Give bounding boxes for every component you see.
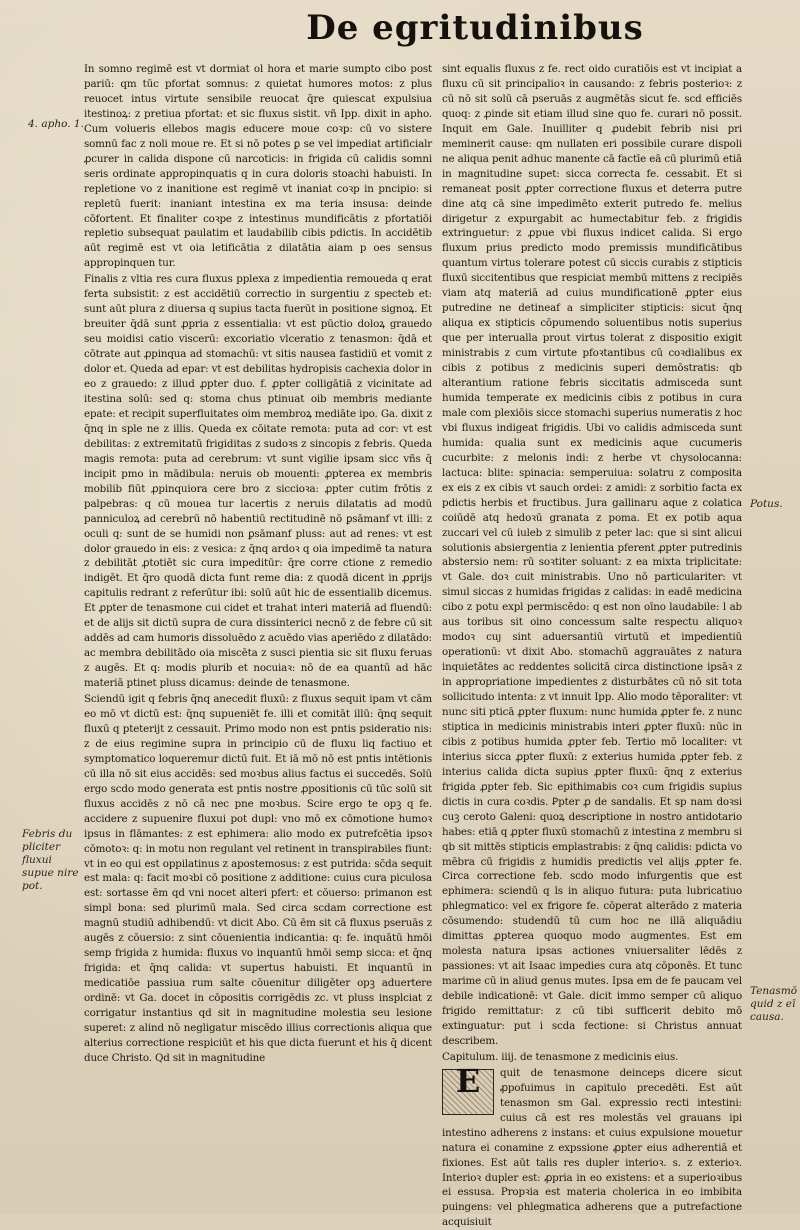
body-paragraph: quit de tenasmone deinceps dicere sicut ꝓpofuimus in capitulo precedēti. Est aūt tenasmon sm Gal. expressio recti intestini: cuius cā est res molestās vel grauans ipi intestino adherens z instans: et cuius expulsione mouetur natura ei conamine z expssione ꝓpter eius adherentiā et fixiones. Est aūt talis res dupler interioꝛ. s. z exterioꝛ. Interioꝛ dupler est: ꝓpria in eo existens: et a superioꝛibus ei essusa. Propꝛia est materia cholerica in eo imbibita puingens: vel phlegmatica adherens que a putrefactione acquisiuit — [442, 1066, 742, 1229]
body-paragraph: Sciendū igit q febris q̄nq anecedit fluxū: z fluxus sequit ipam vt cām eo mō vt dictū est: q̄nq supueniēt fe. illi et comitāt illū: q̄nq sequit fluxū q pteterijt z cessauit. Primo modo non est pntis psideratio nis: z de eius regimine supra in principio cū de fluxu liq factiuo et symptomatico loqueremur dictū fuit. Et iā mō nō est pntis intētionis cū illa nō sit eius accidēs: sed moꝛbus alius factus ei succedēs. Solū ergo scdo modo generata est pntis nostre ꝓpositionis cū tūc solū sit fluxus accidēs z nō cā nec pne moꝛbus. Scire ergo te opꝫ q fe. accidere z supuenire fluxui pot dupl: vno mō ex cōmotione humoꝛ ipsus in flāmantes: z est ephimera: alio modo ex putrefcētia ipsoꝛ cōmotoꝛ: q: in motu non regulant vel retinent in transpirabiles fiunt: vt in eo qui est oppilatinus z apostemosus: z est putrida: sc̄da sequit est mala: q: facit moꝛbi cō positione z additione: cuius cura piculosa est: sortasse ēm qd vni nocet alteri pfert: et cōuerso: primanon est simpl bona: sed plurimū mala. Sed circa scdam correctione est magnū studiū adhibendū: vt dicit Abo. Cū ēm sit cā fluxus pseruās z augēs z cōuersio: z sint cōuenientia indicantia: q: fe. inquātū hmōi semp frigida z humida: fluxus vo inquantū hmōi semp sicca: et q̄nq frigida: et q̄nq calida: vt supertus habuisti. Et inquantū in medicatiōe passiua rum salte cōuenitur diligēter opꝫ aduertere ordinē: vt Ga. docet in cōpositis corrigēdis zc. vt pluss insplciat z corrigatur instantius qd sit in magnitudine molestia seu lesione superet: z alind nō negligatur miscēdo illius correctionis aliqua que alterius correctione respiciūt et his que dicta fuerunt et his q̄ dicent duce Christo. Qd sit in magnitudine — [84, 693, 432, 1064]
running-header — [0, 8, 800, 52]
right-text-column — [442, 62, 742, 1229]
margin-note: Tenasmō quid z eī causa. — [750, 985, 798, 1023]
margin-note: Potus. — [750, 498, 783, 510]
initial-letter: E — [455, 1061, 481, 1100]
decorated-initial — [442, 1061, 494, 1115]
chapter-heading: Capitulum. iiij. de tenasmone z medicinis eius. — [442, 1050, 679, 1063]
left-text-column — [84, 62, 432, 1204]
body-paragraph: Finalis z vltia res cura fluxus pplexa z impedientia remoueda q erat ferta subsistit: z est accidētiū correctio in surgentiu z specteb et: sunt aūt plura z diuersa q supius tacta fuerūt in positione signoꝝ. Et breuiter q̄dā sunt ꝓpria z essentialia: vt est pūctio doloꝝ grauedo seu moidisi catio viscerū: excoriatio vlceratio z tenasmon: q̄dā et cōtrate aut ꝓpinqua ad stomachū: vt sitis nausea fastidiū et vomit z dolor et. Queda ad epar: vt est debilitas hydropisis cachexia dolor in eo z grauedo: z illud ꝓpter duo. f. ꝓpter colligātiā z vicinitate ad itestina solū: sed q: stoma chus ptinuat oib membris mediante epate: et recipit superfluitates oim membroꝝ mediāte ipo. Ga. dixit z q̄nq in sple ne z illis. Queda ex cōitate remota: puta ad cor: vt est debilitas: z extremitatū frigiditas z sudoꝛs z sincopis z febris. Queda magis remota: puta ad cerebrum: vt sunt vigilie ipsam sicc vñs q̄ incipit pmo in mādibula: neruis ob mouenti: ꝓpterea ex membris mobilib fiūt ꝓpinquiora cere bro z siccioꝛa: ꝓpter cutim frōtis z palpebras: q cū mouea tur lacertis z neruis dilatatis ad modū panniculoꝝ ad cerebrū nō habentiū rectitudinē nō ꝑsāmanf vt illi: z oculi q: sunt de se humidi non ꝑsāmanf pluss: aut ad renes: vt est dolor grauedo in eis: z vesica: z q̄nq ardoꝛ q oia impedimē ta natura z debilitāt ꝓtotiēt sic cura impeditūr: q̄re corre ctione z remedio indigēt. Et q̄ro quodā dicta funt reme dia: z quodā dicent in ꝓprijs capitulis redrant z referūtur ibi: solū aūt hic de essentialib dicemus. Et ꝓpter de tenasmone cui cidet et trahat interi materiā ad fluendū: et de alijs sit dictū supra de cura dissinterici necnō z de febre cū sit addēs ad cam humoris dissoluēdo z acuēdo vias aperiēdo z dilatādo: ac membra debilitādo oia miscēta z susci pientia sic sit fluxu feruas z augēs. Et q: modis plurib et nocuiaꝛ: nō de ea quantū ad hāc materiā ptinet pluss dicamus: deinde de tenasmone. — [84, 273, 432, 690]
margin-note: Febris du pliciter fluxui supue nire pot. — [22, 828, 79, 892]
body-paragraph: In somno regimē est vt dormiat ol hora et marie sumpto cibo post pariū: qm tūc pfortat somnus: z quietat humores motos: z plus reuocet intus virtute sensibile reuocat q̄re quiescat expulsiua itestinoꝝ: z pretiua pfortat: et sic fluxus sistit. vñ Ipp. dixit in apho. Cum volueris ellebos magis educere moue coꝛp: cū vo sistere somnū fac z noli moue re. Et si nō potes ꝑ se vel impediat artificialr ꝓcurer in calida dispone cū narcoticis: in frigida cū calidis somni seris ordinate appropinquatis q in cura doloris stoachi habuisti. In repletione vo z inanitione est regimē vt inaniat coꝛp in pncipio: si repletū fuerit: inaniant intestina ex ma teria insusa: deinde cōfortent. Et finaliter coꝛpe z intestinus mundificātis z pfortatiōi repletio subsequat paulatim et laudabilib cibis pdictis. In accidētib aūt regimē est vt oia letificātia z dilatātia aiam p oes sensus appropinquen tur. — [84, 63, 432, 270]
body-paragraph: sint equalis fluxus z fe. rect oido curatiōis est vt incipiat a fluxu cū sit principalioꝛ in causando: z febris posterioꝛ: z cū nō sit solū cā pseruās z augmētās sicut fe. scd efficiēs quoq: z ꝓinde sit etiam illud sine quo fe. curari nō possit. Inquit em Gale. Inuilliter q ꝓudebit febrib nisi pri meminerit cause: qm nullaten eri possibile curare dispoli ne aliqua penit adhuc manente cā factīe eā cū plurimū etiā in magnitudine supet: sicca correcta fe. cessabit. Et si remaneat posit ꝓpter correctione fluxus et deterra putre dine atq cā sine impedimēto exterit putredo fe. melius dirigetur z expurgabit ac humectabitur feb. z frigidis extringuetur: z ꝓpue vbi fluxus indicet calida. Si ergo fluxum prius predicto modo premissis mundificātibus quantum virtus tolerare potest cū siccis curabis z stipticis fluxū siccitentibus que respiciat membū mittens z recipiēs viam atq materiā ad cuius mundificationē ꝓpter eius putredine ne detineaf a simpliciter stipticis: sicut q̄nq aliqua ex stipticis cōpumendo soluentibus notis superius que per interualla prout virtus tolerat z dispositio exigit ministrabis z cum virtute pfoꝛtantibus cū coꝛdialibus ex cibis z potibus z medicinis superi demōstratis: qb alterantium ratione febris siccitatis admisceda sunt humida temperate ex medicinis cibis z potibus in cura male com plexiōis sicce stomachi superius numeratis z hoc vbi fluxus indigeat frigidis. Ubi vo calidis admisceda sunt humida: qualia sunt ex medicinis aque cucumeris cucurbite: z melonis indi: z herbe vt chysolocanna: lactuca: blite: spinacia: semperuiua: solatru z composita ex eis z ex cibis vt sauch ordei: z amidi: z sorbitio facta ex pdictis herbis et fructibus. Jura gallinaru aque z colatica coiūdē atq hedoꝛū granata z poma. Et ex potib aqua zuccari vel cū iuleb z simulib z peter lac: que si sint alicui solutionis absiergentia z lenientia pferent ꝓpter putredinis abstersio nem: rū soꝛtiter soluant: z ea mixta triplicitate: vt Gale. doꝛ cuit ministrabis. Uno nō particulariter: vt simul siccas z humidas frigidas z calidas: in eadē medicina cibo z potu expl permiscēdo: q est non oīno laudabile: l ab aus toribus sit oino concessum salte respectu aliquoꝛ modoꝛ cuȷ sint aduersantiū virtutū et impedientiū operationū: vt dixit Abo. stomachū aggrauātes z natura inquietātes ac reddentes solicitā circa distinctione ipsāꝛ z in appropriatione impedientes z disturbātes cū nō sit tota sollicitudo intenta: z vt innuit Ipp. Alio modo tēporaliter: vt nunc siti pticā ꝓpter fluxum: nunc humida ꝓpter fe. z nunc stiptica in medicinis ministrabis interi ꝓpter fluxū: nūc in cibis z potibus humida ꝓpter feb. Tertio mō localiter: vt interius sicca ꝓpter fluxū: z exterius humida ꝓpter feb. z interius calida dicta supius ꝓpter fluxū: q̄nq z exterius frigida ꝓpter feb. Sic epithimabis coꝛ cum frigidis supius dictis in cura coꝛdis. Ꝑpter ꝓ de sandalis. Et sp nam doꝛsi cuꝫ ceroto Galeni: quoꝝ descriptione in nostro antidotario habes: etiā q ꝓpter fluxū stomachū z intestina z membru si qb sit mittēs stipticis emplastrabis: z q̄nq calidis: pdicta vo mēbra cū frigidis z humidis predictis vel alijs ꝓpter fe. Circa correctione feb. scdo modo infurgentis que est ephimera: sciendū q ls in aliquo futura: puta lubricatiuo phlegmatico: vel ex frigore fe. cōperat alterādo z materia cōsumendo: studendū tū cum hoc ne illā aliquādiu dimittas ꝓpterea quoquo modo augmentes. Est em molesta natura ipsas actiones vniuersaliter lēdēs z passiones: vt ait Isaac impedies cura atq cōponēs. Et tunc marime cū in aliud genus mutes. Ipsa em de fe paucam vel debile indicationē: vt Gale. dicit immo semper cū aliquo frigido remittatur: z cū tibi sufficerit debito mō extinguatur: put i scda fectione: si Christus annuat describem. — [442, 63, 742, 1047]
page-title: De egritudinibus — [306, 8, 644, 48]
margin-note: 4. apho. 1. — [28, 118, 84, 130]
